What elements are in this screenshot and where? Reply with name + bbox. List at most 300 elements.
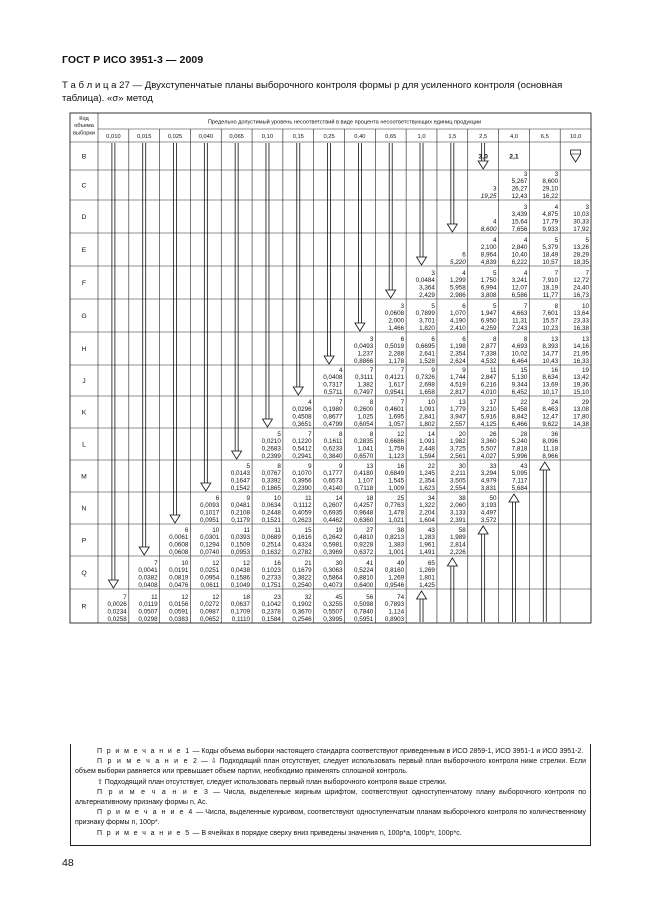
cell-value: 2,986 (449, 291, 466, 299)
cell-value: 0,1902 (292, 601, 312, 609)
cell-value: 9 (308, 462, 312, 470)
cell-value: 0,0767 (261, 470, 281, 478)
cell-value: 0,0408 (323, 374, 343, 382)
cell-value: 1,057 (388, 420, 405, 428)
cell-value: 41 (366, 559, 374, 567)
cell-value: 0,5224 (354, 567, 374, 575)
cell-value: 0,0119 (138, 601, 158, 609)
cell-value: 9,622 (542, 420, 559, 428)
aql-column-header: 0,65 (385, 134, 397, 140)
cell-value: 0,2514 (261, 541, 281, 549)
cell-value: 0,4324 (292, 541, 312, 549)
cell-value: 5,916 (480, 413, 497, 421)
cell-value: 0,3111 (354, 374, 374, 382)
cell-value: 0,4059 (292, 509, 312, 517)
cell-value: 0,8677 (323, 413, 343, 421)
cell-value: 26 (489, 430, 497, 438)
cell-value: 0,1616 (292, 534, 312, 542)
cell-value: 3 (400, 302, 405, 310)
cell-value: 12 (212, 593, 220, 601)
cell-value: 2,211 (450, 470, 466, 478)
cell-value: 6,464 (511, 357, 528, 365)
cell-value: 29 (581, 398, 589, 406)
cell-value: 0,0689 (261, 534, 281, 542)
cell-value: 0,2378 (261, 608, 281, 616)
cell-value: 6 (184, 526, 189, 534)
cell-value: 6,452 (511, 388, 528, 396)
cell-value: 4 (523, 269, 528, 277)
cell-value: 0,9546 (384, 581, 405, 589)
cell-value: 11 (151, 593, 158, 601)
cell-value: 0,0608 (169, 541, 189, 549)
cell-value: 3,0 (478, 153, 488, 161)
cell-value: 0,8903 (384, 615, 405, 623)
cell-value: 4,190 (449, 317, 466, 325)
cell-value: 0,1521 (261, 516, 281, 524)
cell-value: 15,64 (511, 218, 528, 226)
cell-value: 36 (551, 430, 559, 438)
cell-value: 0,1586 (230, 574, 251, 582)
cell-value: 8 (369, 430, 374, 438)
cell-value: 15,10 (573, 388, 589, 396)
aql-column-header: 0,15 (292, 134, 304, 140)
cell-value: 7,910 (542, 277, 559, 285)
cell-value: 0,1611 (323, 438, 343, 446)
cell-value: 19 (335, 526, 343, 534)
cell-value: 4 (308, 398, 312, 406)
cell-value: 8,096 (542, 438, 559, 446)
cell-value: 3,193 (480, 502, 497, 510)
cell-value: 5 (554, 236, 559, 244)
cell-value: 19,36 (573, 381, 589, 389)
cell-value: 12 (181, 593, 189, 601)
cell-value: 38 (397, 526, 405, 534)
table-title: Т а б л и ц а 27 — Двухступенчатые планы выборочного контроля формы p для усиленного контроля (основная таблица). «σ» метод (62, 80, 563, 104)
cell-value: 0,0954 (199, 574, 220, 582)
cell-value: 0,1584 (261, 615, 281, 623)
cell-value: 0,7840 (354, 608, 374, 616)
cell-value: 0,1647 (230, 477, 251, 485)
cell-value: 1,820 (419, 324, 435, 332)
cell-value: 0,1509 (230, 541, 251, 549)
cell-value: 0,7899 (415, 310, 435, 318)
cell-value: 7,818 (511, 445, 528, 453)
cell-value: 0,7118 (354, 484, 374, 492)
down-arrow-icon (324, 356, 334, 364)
note-text: — Числа, выделенные курсивом, соответствуют одноступенчатым планам выборочного контроля по количественному признаку формы n, 100p*. (75, 809, 586, 827)
cell-value: 0,9541 (384, 388, 405, 396)
cell-value: 0,1632 (261, 548, 281, 556)
cell-value: 5 (493, 269, 497, 277)
cell-value: 2,877 (480, 343, 497, 351)
cell-value: 23 (273, 593, 281, 601)
cell-value: 0,3651 (292, 420, 312, 428)
cell-value: 8,600 (542, 178, 559, 186)
cell-value: 0,0608 (169, 548, 189, 556)
cell-value: 0,1220 (292, 438, 312, 446)
sample-code: K (81, 409, 87, 417)
corner-header-line: Код (79, 116, 89, 122)
cell-value: 0,5981 (323, 541, 343, 549)
aql-column-header: 0,010 (106, 134, 121, 140)
cell-value: 8,964 (480, 251, 497, 259)
cell-value: 0,0740 (199, 548, 220, 556)
cell-value: 0,8213 (384, 534, 405, 542)
cell-value: 0,1709 (230, 608, 251, 616)
cell-value: 1,178 (388, 357, 405, 365)
cell-value: 0,0093 (199, 502, 220, 510)
cell-value: 7 (554, 269, 559, 277)
cell-value: 3,210 (480, 406, 497, 414)
sample-code: G (81, 313, 87, 320)
cell-value: 1,382 (357, 381, 374, 389)
cell-value: 18,35 (573, 258, 589, 266)
cell-value: 3,360 (480, 438, 497, 446)
cell-value: 7,338 (480, 350, 497, 358)
cell-value: 0,1179 (231, 516, 251, 524)
cell-value: 3,572 (480, 516, 497, 524)
cell-value: 0,0476 (169, 581, 189, 589)
cell-value: 58 (458, 526, 466, 534)
cell-value: 19 (581, 366, 589, 374)
cell-value: 2,100 (480, 244, 497, 252)
cell-value: 16 (397, 462, 405, 470)
down-arrow-icon (262, 419, 272, 427)
cell-value: 13,42 (573, 374, 589, 382)
note-label: П р и м е ч а н и е 5 (97, 829, 191, 837)
cell-value: 0,4180 (354, 470, 374, 478)
cell-value: 10,40 (511, 251, 528, 259)
cell-value: 9,933 (542, 225, 559, 233)
cell-value: 0,0298 (138, 615, 158, 623)
cell-value: 32 (304, 593, 312, 601)
cell-value: 5,684 (511, 484, 528, 492)
cell-value: 10,57 (542, 258, 559, 266)
cell-value: 45 (335, 593, 343, 601)
cell-value: 0,4601 (384, 406, 405, 414)
cell-value: 0,7763 (384, 502, 405, 510)
cell-value: 0,0191 (169, 567, 189, 575)
cell-value: 21,95 (573, 350, 589, 358)
cell-value: 0,0634 (261, 502, 281, 510)
sample-code: B (81, 153, 87, 161)
cell-value: 24 (551, 398, 559, 406)
cell-value: 2,554 (449, 484, 466, 492)
cell-value: 0,1023 (261, 567, 281, 575)
cell-value: 8 (493, 335, 497, 343)
cell-value: 74 (397, 593, 405, 601)
cell-value: 3,947 (449, 413, 466, 421)
down-arrow-icon (478, 161, 488, 169)
cell-value: 0,2835 (354, 438, 374, 446)
cell-value: 10,23 (542, 324, 559, 332)
cell-value: 7,656 (511, 225, 528, 233)
cell-value: 0,0484 (415, 277, 435, 285)
cell-value: 16,33 (573, 357, 589, 365)
cell-value: 8 (369, 398, 374, 406)
cell-value: 33 (489, 462, 497, 470)
cell-value: 0,0143 (230, 470, 251, 478)
cell-value: 13 (581, 335, 589, 343)
cell-value: 18,49 (542, 251, 559, 259)
cell-value: 0,3670 (292, 608, 312, 616)
cell-value: 1,041 (357, 445, 374, 453)
cell-value: 0,2941 (292, 452, 312, 460)
cell-value: 1,070 (449, 310, 466, 318)
cell-value: 0,2607 (323, 502, 343, 510)
cell-value: 0,6360 (354, 516, 374, 524)
cell-value: 5,130 (511, 374, 528, 382)
cell-value: 3,808 (480, 291, 497, 299)
cell-value: 0,0251 (199, 567, 220, 575)
cell-value: 28,29 (573, 251, 589, 259)
cell-value: 4 (493, 236, 497, 244)
cell-value: 5 (246, 462, 251, 470)
down-arrow-icon (447, 224, 457, 232)
cell-value: 0,0611 (200, 581, 220, 589)
cell-value: 1,947 (480, 310, 497, 318)
down-arrow-icon (386, 290, 396, 298)
cell-value: 0,7497 (354, 388, 374, 396)
note-paragraph (75, 757, 586, 777)
cell-value: 0,3995 (323, 615, 343, 623)
cell-value: 30,33 (573, 218, 589, 226)
cell-value: 0,5098 (354, 601, 374, 609)
cell-value: 3,439 (511, 211, 528, 219)
cell-value: 0,6054 (354, 420, 374, 428)
cell-value: 13,26 (573, 244, 589, 252)
cell-value: 3 (523, 170, 528, 178)
cell-value: 0,3969 (323, 548, 343, 556)
cell-value: 2,624 (449, 357, 466, 365)
cell-value: 2,000 (388, 317, 405, 325)
cell-value: 6,994 (480, 284, 497, 292)
cell-value: 38 (458, 494, 466, 502)
cell-value: 1,466 (388, 324, 405, 332)
cell-value: 2,641 (419, 350, 435, 358)
cell-value: 3,505 (449, 477, 466, 485)
cell-value: 0,1042 (261, 601, 281, 609)
cell-value: 0,4462 (323, 516, 343, 524)
cell-value: 2,429 (419, 291, 435, 299)
cell-value: 1,491 (419, 548, 435, 556)
cell-value: 7 (123, 593, 127, 601)
cell-value: 0,0061 (169, 534, 189, 542)
up-arrow-icon (478, 526, 488, 534)
cell-value: 1,025 (357, 413, 374, 421)
page-number: 48 (62, 857, 74, 869)
cell-value: 12,47 (542, 413, 559, 421)
down-arrow-icon (417, 257, 427, 265)
aql-column-header: 0,015 (136, 134, 152, 140)
cell-value: 12,07 (511, 284, 528, 292)
cell-value: 10,17 (542, 388, 559, 396)
cell-value: 1,322 (419, 502, 435, 510)
cell-value: 9 (462, 366, 466, 374)
cell-value: 3 (431, 269, 435, 277)
down-arrow-icon (232, 451, 242, 459)
cell-value: 16,22 (542, 192, 559, 200)
sample-code: L (82, 441, 86, 449)
cell-value: 16 (551, 366, 559, 374)
notes-block (70, 744, 591, 846)
cell-value: 10 (212, 526, 220, 534)
cell-value: 12,43 (511, 192, 528, 200)
aql-column-header: 2,5 (479, 134, 488, 140)
sample-code: D (81, 214, 87, 221)
cell-value: 0,6372 (354, 548, 374, 556)
cell-value: 56 (366, 593, 374, 601)
cell-value: 6 (462, 251, 466, 259)
cell-value: 4 (493, 218, 497, 226)
cell-value: 0,1980 (323, 406, 343, 414)
cell-value: 0,7326 (415, 374, 435, 382)
cell-value: 1,695 (388, 413, 405, 421)
cell-value: 2,557 (449, 420, 466, 428)
cell-value: 0,4508 (292, 413, 312, 421)
cell-value: 2,817 (449, 388, 466, 396)
cell-value: 0,6233 (323, 445, 343, 453)
up-arrow-icon (447, 558, 457, 566)
sample-code: F (81, 280, 87, 287)
cell-value: 0,0156 (169, 601, 189, 609)
cell-value: 5 (431, 302, 435, 310)
cell-value: 6,586 (511, 291, 528, 299)
note-paragraph (75, 808, 586, 828)
cell-value: 4,663 (511, 310, 528, 318)
cell-value: 0,2108 (230, 509, 251, 517)
cell-value: 3 (585, 203, 589, 211)
aql-column-header: 1,0 (417, 134, 426, 140)
cell-value: 2,814 (449, 541, 466, 549)
cell-value: 0,2782 (292, 548, 312, 556)
cell-value: 3,725 (449, 445, 466, 453)
cell-value: 0,2683 (261, 445, 281, 453)
cell-value: 0,0951 (199, 516, 220, 524)
cell-value: 0,0819 (169, 574, 189, 582)
cell-value: 6 (400, 335, 405, 343)
cell-value: 4,010 (480, 388, 497, 396)
cell-value: 11,31 (512, 317, 528, 325)
cell-value: 13 (551, 335, 559, 343)
cell-value: 0,0608 (384, 310, 405, 318)
cell-value: 8,966 (542, 452, 559, 460)
cell-value: 9 (431, 366, 435, 374)
cell-value: 9 (338, 462, 343, 470)
cell-value: 11 (305, 494, 312, 502)
document-header: ГОСТ Р ИСО 3951-3 — 2009 (62, 54, 204, 66)
cell-value: 17,92 (573, 225, 589, 233)
cell-value: 2,391 (449, 516, 466, 524)
cell-value: 3,831 (480, 484, 497, 492)
up-arrow-icon (540, 462, 550, 470)
aql-header: Предельно допустимый уровень несоответствий в виде процента несоответствующих единиц продукции (207, 119, 482, 126)
cell-value: 15 (304, 526, 312, 534)
cell-value: 5,095 (511, 470, 528, 478)
cell-value: 0,7893 (384, 601, 405, 609)
cell-value: 9 (246, 494, 251, 502)
note-paragraph (75, 747, 586, 757)
note-text: — Числа, выделенные жирным шрифтом, соответствуют одноступенчатому плану выборочного контроля по альтернативному признаку формы n, Ac. (75, 788, 586, 807)
cell-value: 5,958 (449, 284, 466, 292)
aql-column-header: 0,10 (261, 134, 274, 140)
cell-value: 14 (427, 430, 435, 438)
cell-value: 1,982 (449, 438, 466, 446)
cell-value: 5,220 (449, 258, 466, 266)
cell-value: 1,009 (388, 484, 405, 492)
cell-value: 1,269 (419, 567, 435, 575)
cell-value: 7 (400, 398, 405, 406)
cell-value: 1,989 (449, 534, 466, 542)
cell-value: 13 (458, 398, 466, 406)
cell-value: 0,0493 (354, 343, 374, 351)
cell-value: 1,237 (357, 350, 374, 358)
down-arrow-icon (139, 547, 149, 555)
sample-code: E (81, 247, 87, 254)
cell-value: 0,6849 (384, 470, 405, 478)
cell-value: 0,8810 (354, 574, 374, 582)
cell-value: 1,245 (419, 470, 435, 478)
table-grid (70, 113, 591, 623)
cell-value: 25 (397, 494, 405, 502)
cell-value: 0,0272 (199, 601, 220, 609)
sample-code: J (82, 378, 86, 385)
cell-value: 0,6400 (354, 581, 374, 589)
cell-value: 2,226 (449, 548, 466, 556)
sample-code: N (81, 505, 87, 513)
cell-value: 0,0438 (230, 567, 251, 575)
cell-value: 11 (274, 526, 281, 534)
cell-value: 2,060 (449, 502, 466, 510)
cell-value: 0,8866 (354, 357, 374, 365)
cell-value: 2,698 (419, 381, 435, 389)
cell-value: 0,4140 (323, 484, 343, 492)
down-arrow-icon (201, 483, 211, 491)
cell-value: 7,601 (542, 310, 559, 318)
note-text: — В ячейках в порядке сверху вниз приведены значения n, 100p*a, 100p*r, 100p*c. (190, 829, 462, 837)
cell-value: 5,379 (542, 244, 559, 252)
cell-value: 0,2600 (354, 406, 374, 414)
cell-value: 2,1 (509, 153, 519, 161)
aql-column-header: 6,5 (540, 134, 549, 140)
cell-value: 0,5412 (292, 445, 312, 453)
corner-header-line: объема (74, 123, 94, 130)
cell-value: 3,364 (419, 284, 435, 292)
aql-column-header: 0,025 (167, 134, 183, 140)
cell-value: 0,4810 (354, 534, 374, 542)
cell-value: 5 (277, 430, 281, 438)
cell-value: 8 (277, 462, 281, 470)
cell-value: 3 (554, 170, 559, 178)
cell-value: 65 (427, 559, 435, 567)
cell-value: 4,532 (480, 357, 497, 365)
cell-value: 8 (338, 430, 343, 438)
cell-value: 2,841 (419, 413, 435, 421)
down-arrow-icon (355, 323, 365, 331)
cell-value: 0,2623 (292, 516, 312, 524)
cell-value: 20 (458, 430, 466, 438)
cell-value: 4 (523, 236, 528, 244)
cell-value: 16,38 (573, 324, 589, 332)
cell-value: 13,69 (542, 381, 559, 389)
cell-value: 0,6686 (384, 438, 405, 446)
cell-value: 15 (520, 366, 528, 374)
cell-value: 43 (520, 462, 528, 470)
cell-value: 17,80 (573, 413, 589, 421)
cell-value: 0,2399 (261, 452, 281, 460)
cell-value: 18 (243, 593, 251, 601)
cell-value: 0,0301 (199, 534, 220, 542)
